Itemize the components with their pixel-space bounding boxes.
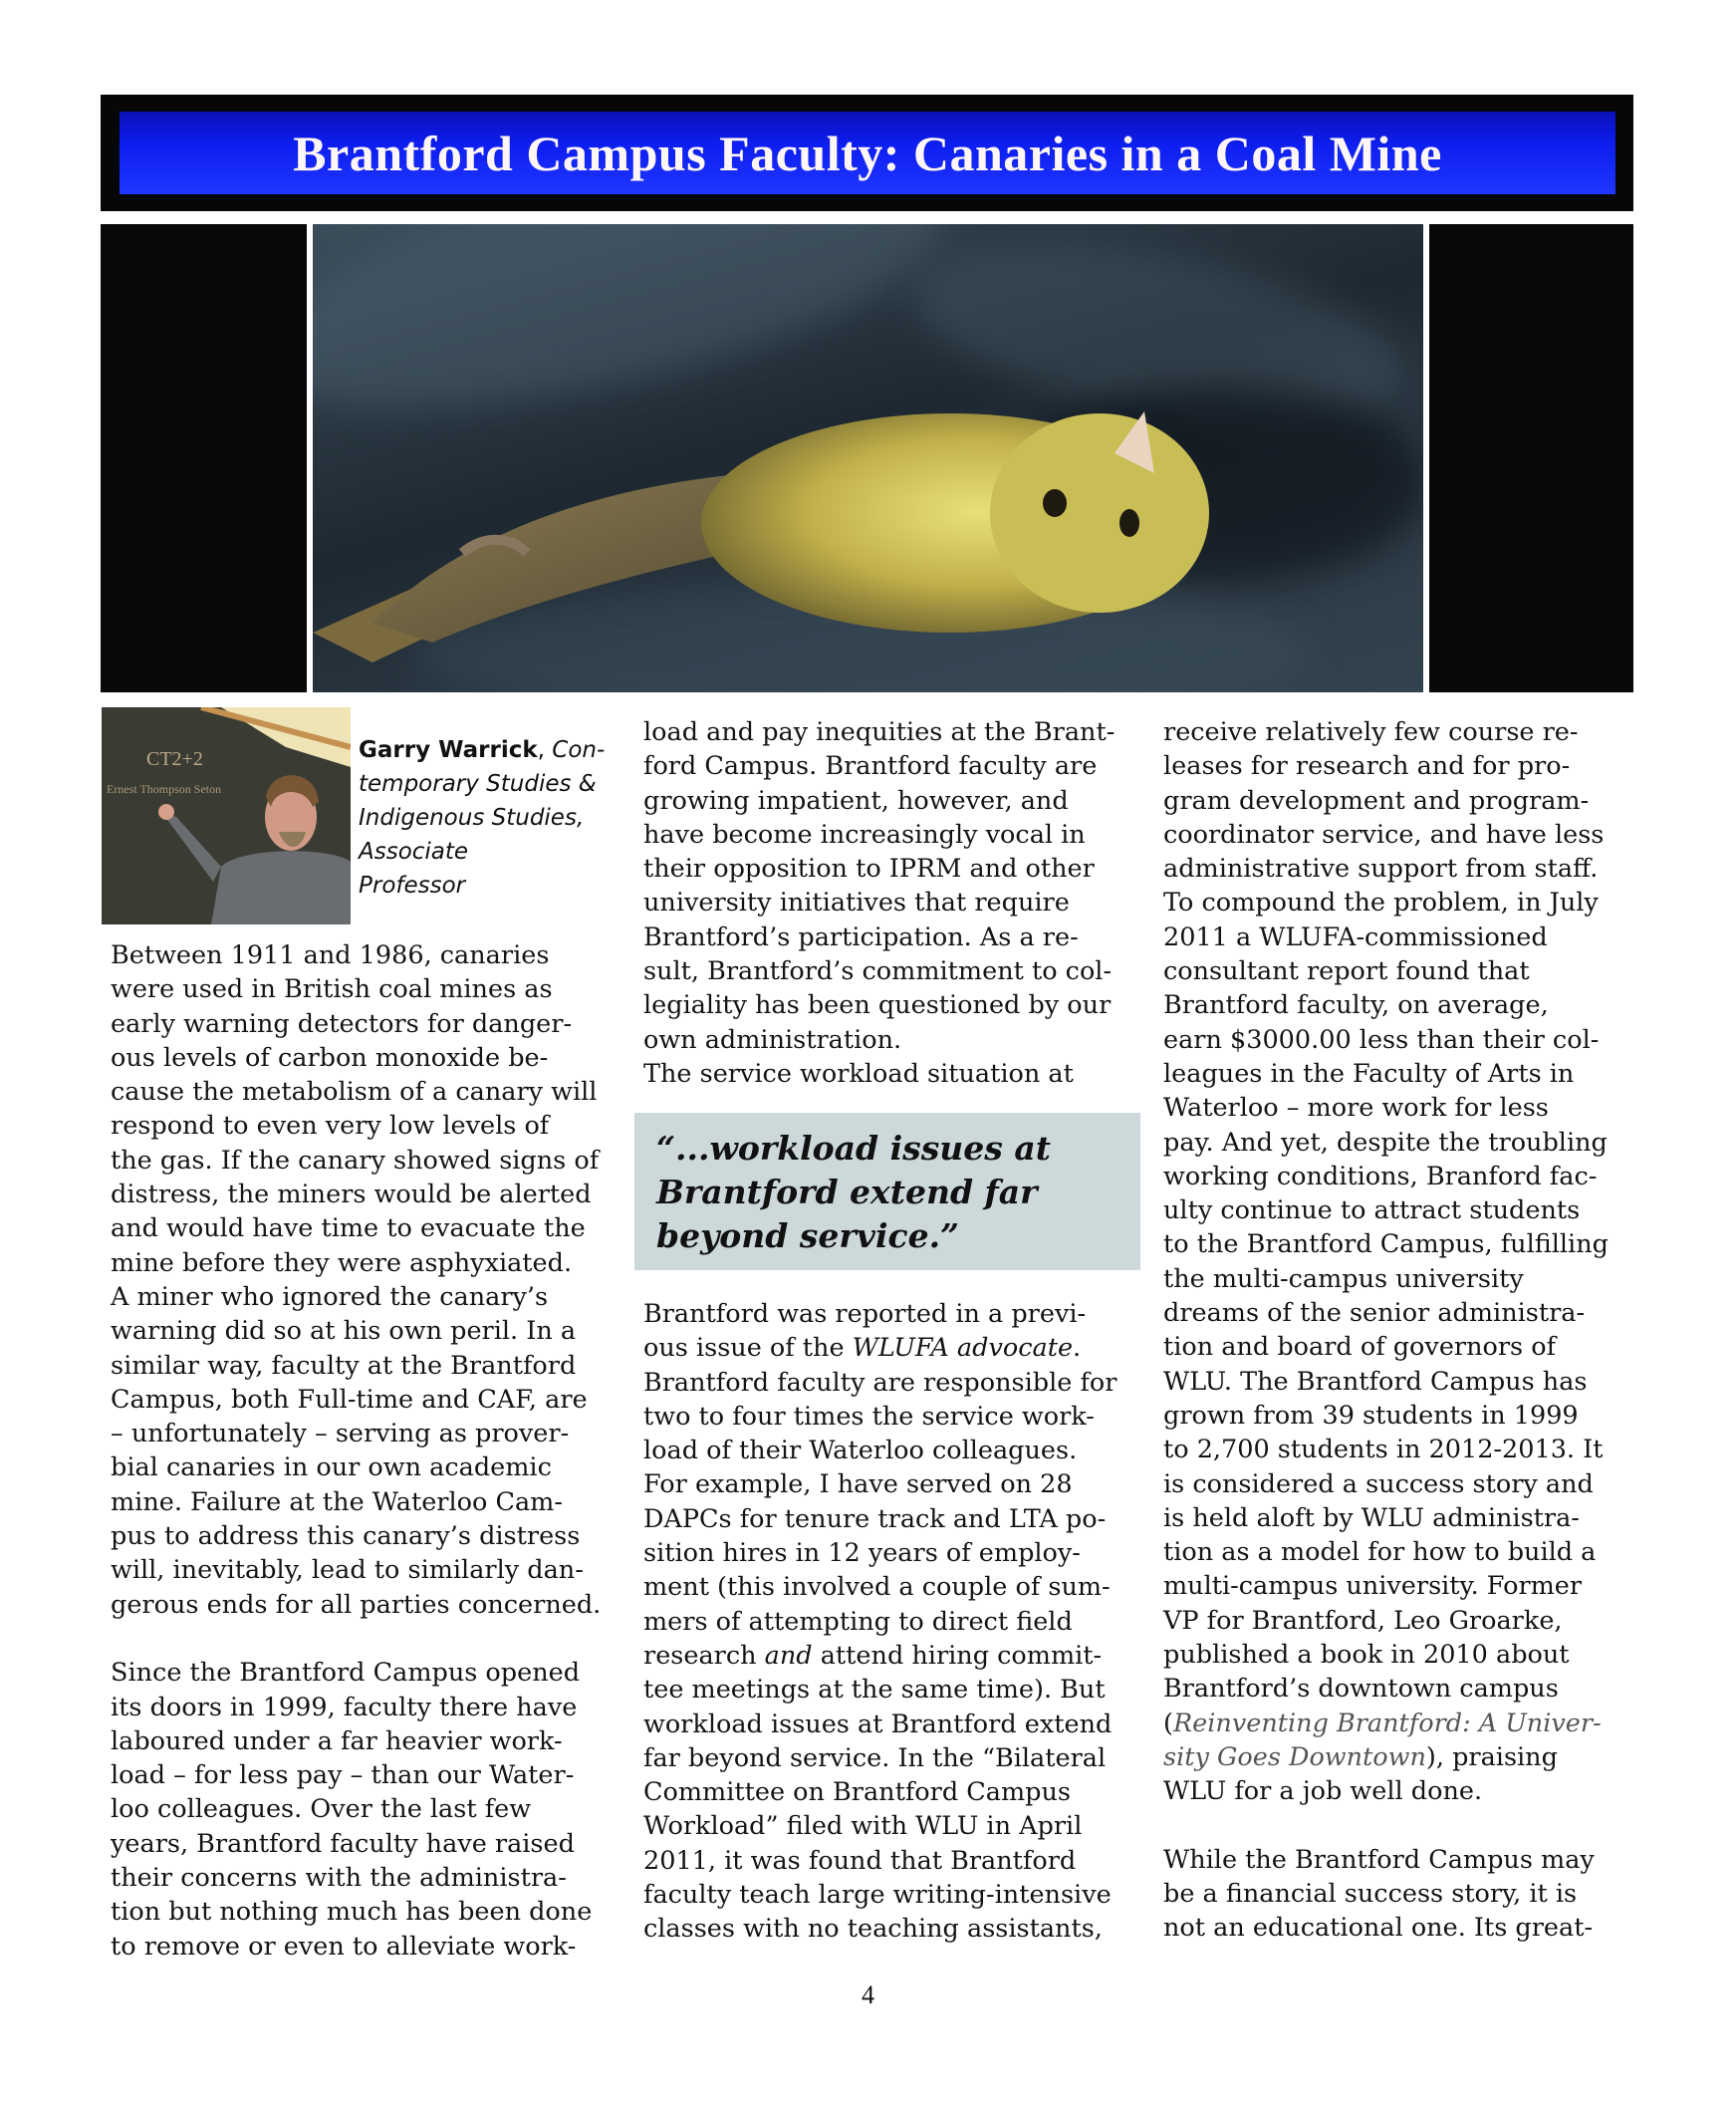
- canary-eye: [1119, 509, 1139, 537]
- text-line: [643, 1331, 1131, 1365]
- text-line: WLU for a job well done.: [1163, 1776, 1483, 1807]
- text-line: to remove or even to alleviate work-: [111, 1931, 577, 1962]
- text-line: far beyond service. In the “Bilateral: [643, 1742, 1107, 1773]
- paragraph-gap: [111, 1622, 614, 1656]
- text-line: leases for research and for pro-: [1163, 751, 1571, 782]
- text-line: classes with no teaching assistants,: [643, 1914, 1103, 1945]
- text-line: Brantford’s downtown campus: [1163, 1674, 1559, 1705]
- publication-title: WLUFA advocate: [852, 1333, 1074, 1364]
- text-line: and would have time to evacuate the: [111, 1213, 586, 1244]
- author-title-line: Con-: [552, 737, 606, 763]
- text-run: ous issue of the: [643, 1333, 853, 1364]
- pull-quote-line: Brantford extend far: [656, 1173, 1038, 1211]
- text-run: .: [1073, 1333, 1082, 1364]
- text-line: dreams of the senior administra-: [1163, 1298, 1586, 1329]
- chalk-text: Ernest Thompson Seton: [107, 782, 222, 796]
- text-run: research: [643, 1640, 765, 1671]
- text-line: mers of attempting to direct field: [643, 1606, 1073, 1637]
- text-line: gerous ends for all parties concerned.: [111, 1589, 602, 1620]
- text-line: growing impatient, however, and: [643, 785, 1069, 816]
- text-line: Workload” filed with WLU in April: [643, 1811, 1083, 1842]
- text-line: sult, Brantford’s commitment to col-: [643, 956, 1113, 987]
- text-line: distress, the miners would be alerted: [111, 1180, 592, 1210]
- canary-eye: [1043, 489, 1067, 517]
- text-line: administrative support from staff.: [1163, 854, 1599, 885]
- text-line: While the Brantford Campus may: [1163, 1844, 1595, 1875]
- book-title: Reinventing Brantford: A Univer-: [1172, 1708, 1602, 1738]
- author-portrait: [102, 707, 351, 924]
- text-line: pay. And yet, despite the troubling: [1163, 1127, 1608, 1158]
- text-line: load of their Waterloo colleagues.: [643, 1436, 1078, 1466]
- text-line: to the Brantford Campus, fulfilling: [1163, 1229, 1609, 1260]
- text-line: laboured under a far heavier work-: [111, 1725, 563, 1756]
- text-line: For example, I have served on 28: [643, 1469, 1073, 1500]
- text-line: Between 1911 and 1986, canaries: [111, 940, 550, 970]
- text-line: cause the metabolism of a canary will: [111, 1077, 598, 1108]
- article-column-3: [1163, 715, 1631, 1946]
- book-title: sity Goes Downtown: [1163, 1741, 1426, 1772]
- text-line: their opposition to IPRM and other: [643, 854, 1095, 885]
- text-line: Since the Brantford Campus opened: [111, 1658, 581, 1689]
- text-line: A miner who ignored the canary’s: [111, 1281, 549, 1312]
- canary-head: [990, 413, 1209, 613]
- text-line: is considered a success story and: [1163, 1468, 1594, 1499]
- text-line: coordinator service, and have less: [1163, 819, 1605, 850]
- text-line: load and pay inequities at the Brant-: [643, 717, 1116, 747]
- text-line: warning did so at his own peril. In a: [111, 1316, 577, 1347]
- text-line: grown from 39 students in 1999: [1163, 1400, 1579, 1431]
- author-title-line: temporary Studies &: [359, 771, 597, 797]
- text-line: ment (this involved a couple of sum-: [643, 1572, 1111, 1603]
- text-line: earn $3000.00 less than their col-: [1163, 1024, 1600, 1055]
- text-line: similar way, faculty at the Brantford: [111, 1350, 577, 1381]
- text-line: Brantford faculty, on average,: [1163, 990, 1549, 1021]
- text-run: ), praising: [1425, 1741, 1558, 1772]
- text-line: their concerns with the administra-: [111, 1863, 567, 1894]
- text-line: sition hires in 12 years of employ-: [643, 1538, 1081, 1569]
- pull-quote: [634, 1113, 1140, 1270]
- text-line: gram development and program-: [1163, 785, 1590, 816]
- text-line: Waterloo – more work for less: [1163, 1093, 1549, 1124]
- text-line: to 2,700 students in 2012-2013. It: [1163, 1435, 1604, 1465]
- text-line: 2011, it was found that Brantford: [643, 1845, 1077, 1876]
- text-line: Brantford was reported in a previ-: [643, 1299, 1087, 1329]
- author-photo: [102, 707, 351, 924]
- text-line: published a book in 2010 about: [1163, 1640, 1570, 1671]
- text-line: [1163, 1707, 1631, 1740]
- text-line: Brantford faculty are responsible for: [643, 1367, 1117, 1398]
- text-line: mine before they were asphyxiated.: [111, 1247, 573, 1278]
- text-line: ulty continue to attract students: [1163, 1195, 1581, 1226]
- text-line: be a financial success story, it is: [1163, 1879, 1578, 1910]
- text-line: consultant report found that: [1163, 956, 1530, 987]
- author-title-line: Indigenous Studies,: [359, 805, 585, 831]
- text-line: multi-campus university. Former: [1163, 1571, 1583, 1602]
- article-column-2-bottom: [643, 1297, 1131, 1947]
- text-line: workload issues at Brantford extend: [643, 1709, 1113, 1739]
- text-line: working conditions, Branford fac-: [1163, 1161, 1598, 1191]
- text-line: 2011 a WLUFA-commissioned: [1163, 921, 1548, 952]
- canary-photo: [313, 224, 1423, 692]
- text-line: university initiatives that require: [643, 888, 1070, 919]
- text-line: [1163, 1740, 1631, 1774]
- text-line: tee meetings at the same time). But: [643, 1675, 1106, 1706]
- text-line: will, inevitably, lead to similarly dan-: [111, 1555, 584, 1586]
- text-line: To compound the problem, in July: [1163, 888, 1599, 919]
- text-run: (: [1163, 1708, 1173, 1738]
- text-line: The service workload situation at: [643, 1058, 1074, 1089]
- hero-image-row: [101, 224, 1633, 692]
- text-line: leagues in the Faculty of Arts in: [1163, 1058, 1575, 1089]
- pull-quote-line: beyond service.”: [656, 1216, 960, 1255]
- text-line: mine. Failure at the Waterloo Cam-: [111, 1486, 563, 1517]
- text-line: is held aloft by WLU administra-: [1163, 1502, 1580, 1533]
- header-banner: [101, 95, 1633, 211]
- text-line: receive relatively few course re-: [1163, 717, 1579, 747]
- author-name: Garry Warrick: [359, 737, 538, 763]
- text-line: not an educational one. Its great-: [1163, 1913, 1594, 1944]
- text-line: DAPCs for tenure track and LTA po-: [643, 1503, 1107, 1534]
- header-title-bar: [120, 112, 1615, 194]
- chalk-text: CT2+2: [146, 748, 203, 770]
- text-line: [643, 1639, 1131, 1673]
- text-line: loo colleagues. Over the last few: [111, 1794, 532, 1825]
- paragraph-gap: [1163, 1809, 1631, 1843]
- page-number: 4: [862, 1980, 874, 2009]
- text-line: years, Brantford faculty have raised: [111, 1828, 575, 1859]
- text-line: legiality has been questioned by our: [643, 990, 1112, 1021]
- article-column-2-top: [643, 715, 1131, 1091]
- text-line: pus to address this canary’s distress: [111, 1521, 581, 1552]
- article-title: Brantford Campus Faculty: Canaries in a Coal Mine: [293, 125, 1442, 181]
- text-line: WLU. The Brantford Campus has: [1163, 1366, 1588, 1397]
- text-line: early warning detectors for danger-: [111, 1008, 573, 1039]
- text-line: ford Campus. Brantford faculty are: [643, 751, 1098, 782]
- author-caption: [359, 733, 618, 903]
- text-line: the gas. If the canary showed signs of: [111, 1145, 600, 1176]
- text-line: VP for Brantford, Leo Groarke,: [1163, 1605, 1563, 1636]
- text-line: own administration.: [643, 1024, 902, 1055]
- text-line: Campus, both Full-time and CAF, are: [111, 1384, 588, 1415]
- caption-comma: ,: [537, 737, 553, 763]
- text-line: bial canaries in our own academic: [111, 1452, 552, 1483]
- hero-left-panel: [101, 224, 307, 692]
- text-line: have become increasingly vocal in: [643, 819, 1086, 850]
- canary-figure: [313, 224, 1423, 692]
- text-line: Brantford’s participation. As a re-: [643, 921, 1079, 952]
- text-line: tion but nothing much has been done: [111, 1897, 593, 1928]
- text-line: two to four times the service work-: [643, 1401, 1095, 1432]
- text-run: attend hiring commit-: [812, 1640, 1103, 1671]
- text-line: tion and board of governors of: [1163, 1332, 1557, 1363]
- emphasis: and: [764, 1640, 813, 1671]
- text-line: – unfortunately – serving as prover-: [111, 1419, 570, 1449]
- text-line: its doors in 1999, faculty there have: [111, 1692, 578, 1722]
- author-title-line: Associate: [359, 839, 469, 865]
- text-line: tion as a model for how to build a: [1163, 1537, 1597, 1568]
- text-line: load – for less pay – than our Water-: [111, 1760, 575, 1791]
- text-line: were used in British coal mines as: [111, 974, 553, 1005]
- hero-right-panel: [1429, 224, 1633, 692]
- text-line: faculty teach large writing-intensive: [643, 1880, 1112, 1911]
- author-title-line: Professor: [359, 873, 466, 899]
- text-line: the multi-campus university: [1163, 1263, 1524, 1294]
- pull-quote-line: “...workload issues at: [656, 1129, 1051, 1168]
- text-line: respond to even very low levels of: [111, 1111, 550, 1142]
- article-column-1: [111, 938, 614, 1964]
- text-line: Committee on Brantford Campus: [643, 1777, 1071, 1808]
- text-line: ous levels of carbon monoxide be-: [111, 1042, 549, 1073]
